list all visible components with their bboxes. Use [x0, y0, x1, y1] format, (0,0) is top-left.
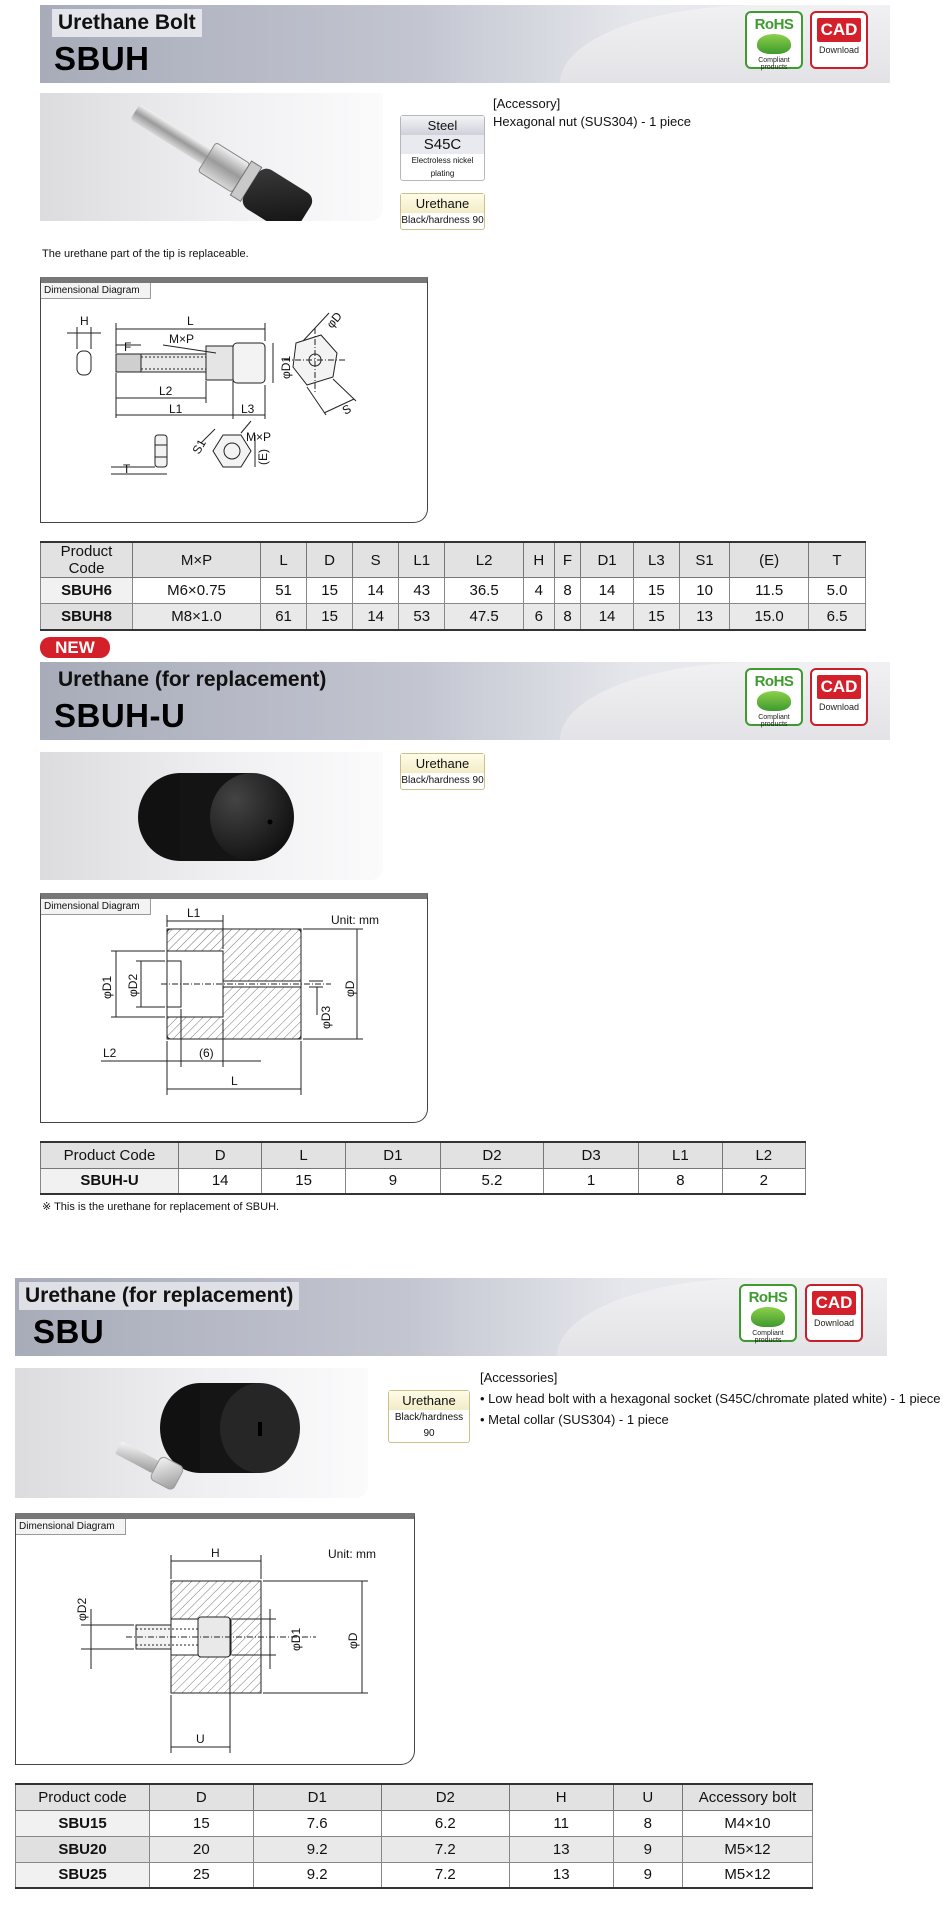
leaf-icon	[757, 34, 791, 54]
table-header-row	[41, 542, 866, 578]
col-l: L	[261, 542, 307, 578]
dim-h-label: H	[211, 1546, 220, 1560]
cell: 7.6	[253, 1810, 381, 1836]
cad-caption: Download	[818, 45, 860, 55]
cell: SBU25	[16, 1862, 150, 1888]
table-row	[41, 1168, 806, 1194]
sbuh-header-band	[40, 5, 890, 83]
accessory-heading: [Accessory]	[493, 96, 561, 111]
sbu-header-band	[15, 1278, 887, 1356]
cell: 5.0	[808, 578, 865, 604]
urethane-material-tag	[400, 193, 485, 230]
sbuh-dimensional-diagram	[40, 277, 428, 523]
cell: M8×1.0	[133, 604, 261, 630]
new-badge: NEW	[40, 637, 110, 658]
urethane-detail: Black/hardness 90	[401, 775, 484, 786]
dim-d2-label: φD2	[75, 1597, 89, 1621]
dim-d-label: φD	[343, 980, 357, 997]
rohs-label: RoHS	[748, 1289, 788, 1306]
cell: 13	[509, 1862, 613, 1888]
table-row	[16, 1810, 813, 1836]
col-d: D	[179, 1142, 262, 1168]
accessory-heading: [Accessories]	[480, 1370, 558, 1385]
cell: 25	[150, 1862, 254, 1888]
rohs-caption: Compliant products	[752, 1330, 784, 1344]
dim-mxp-nut-label: M×P	[246, 430, 272, 444]
cell: 15	[150, 1810, 254, 1836]
rohs-caption: Compliant products	[758, 714, 790, 728]
dim-d1-label: φD1	[289, 1627, 303, 1651]
cell: 11.5	[730, 578, 809, 604]
sbu-dimensional-diagram	[15, 1513, 415, 1765]
cell: 7.2	[381, 1862, 509, 1888]
cad-download-button[interactable]	[805, 1284, 863, 1342]
rohs-label: RoHS	[754, 16, 794, 33]
dim-t-label: T	[123, 462, 131, 476]
urethane-material-tag	[388, 1390, 470, 1443]
sbuhu-header-band	[40, 662, 890, 740]
col-e: (E)	[730, 542, 809, 578]
dim-h-label: H	[80, 314, 89, 328]
sbuhu-dimensional-diagram	[40, 893, 428, 1123]
dim-l1-label: L1	[187, 906, 201, 920]
sbuhu-diagram-label: Dimensional Diagram	[41, 899, 151, 915]
cell: 9.2	[253, 1862, 381, 1888]
cell: 14	[179, 1168, 262, 1194]
cell: 20	[150, 1836, 254, 1862]
unit-label: Unit: mm	[328, 1547, 376, 1561]
table-row	[16, 1836, 813, 1862]
cell: 51	[261, 578, 307, 604]
sbu-subtitle: Urethane (for replacement)	[19, 1282, 299, 1310]
sbu-diagram-label: Dimensional Diagram	[16, 1519, 126, 1535]
cell: 6.2	[381, 1810, 509, 1836]
urethane-detail: Black/hardness 90	[401, 215, 484, 226]
dim-l-label: L	[231, 1074, 238, 1088]
sbuh-diagram-label: Dimensional Diagram	[41, 283, 151, 299]
cell: 8	[613, 1810, 682, 1836]
col-t: T	[808, 542, 865, 578]
col-d1: D1	[345, 1142, 440, 1168]
rohs-badge	[745, 11, 803, 69]
cell: SBUH8	[41, 604, 133, 630]
cell: 15	[262, 1168, 345, 1194]
cell: SBU20	[16, 1836, 150, 1862]
cell: 15.0	[730, 604, 809, 630]
table-row	[16, 1862, 813, 1888]
table-header-row	[16, 1784, 813, 1810]
urethane-label: Urethane	[401, 194, 484, 213]
sbuh-spec-table	[40, 541, 866, 631]
cell: 36.5	[445, 578, 524, 604]
accessory-item: • Low head bolt with a hexagonal socket (S45C/chromate plated white) - 1 piece	[480, 1391, 941, 1406]
cad-label: CAD	[817, 18, 861, 42]
cell: M5×12	[683, 1862, 813, 1888]
dim-mxp-label: M×P	[169, 332, 195, 346]
sbuhu-spec-table	[40, 1141, 806, 1195]
cad-caption: Download	[818, 702, 860, 712]
dim-s1-label: S1	[189, 436, 209, 457]
col-l2: L2	[445, 542, 524, 578]
dim-l1-label: L1	[169, 402, 183, 416]
cell: 8	[554, 604, 580, 630]
urethane-cap-image	[40, 752, 383, 880]
cell: 53	[399, 604, 445, 630]
dim-f-label: F	[124, 340, 132, 354]
dim-l2-label: L2	[159, 384, 173, 398]
cell: 10	[679, 578, 729, 604]
col-d2: D2	[381, 1784, 509, 1810]
sbu-diagram-texts	[16, 1519, 414, 1765]
steel-finish: Electroless nickel plating	[411, 156, 474, 178]
urethane-label: Urethane	[401, 754, 484, 773]
cad-label: CAD	[817, 675, 861, 699]
table-header-row	[41, 1142, 806, 1168]
cell: 14	[581, 578, 634, 604]
cell: 6.5	[808, 604, 865, 630]
cell: 15	[633, 604, 679, 630]
cell: 15	[633, 578, 679, 604]
urethane-label: Urethane	[389, 1391, 469, 1410]
cell: SBUH-U	[41, 1168, 179, 1194]
rohs-label: RoHS	[754, 673, 794, 690]
dim-d-label: φD	[346, 1632, 360, 1649]
cell: 14	[353, 604, 399, 630]
cell: 47.5	[445, 604, 524, 630]
dim-u-label: U	[196, 1732, 205, 1746]
cell: 1	[544, 1168, 639, 1194]
cad-label: CAD	[812, 1291, 856, 1315]
cell: 43	[399, 578, 445, 604]
sbuh-subtitle: Urethane Bolt	[52, 9, 202, 37]
rohs-caption: Compliant products	[758, 57, 790, 71]
sbuhu-diagram-texts	[41, 899, 427, 1123]
col-h: H	[509, 1784, 613, 1810]
sbuh-title: SBUH	[54, 40, 150, 77]
col-l3: L3	[633, 542, 679, 578]
col-s: S	[353, 542, 399, 578]
col-d: D	[150, 1784, 254, 1810]
cell: 15	[307, 604, 353, 630]
dim-six-label: (6)	[199, 1046, 214, 1060]
cell: 9	[345, 1168, 440, 1194]
col-product-code: Product code	[16, 1784, 150, 1810]
cell: 13	[509, 1836, 613, 1862]
col-h: H	[523, 542, 554, 578]
cad-caption: Download	[813, 1318, 855, 1328]
rohs-badge	[745, 668, 803, 726]
col-d: D	[307, 542, 353, 578]
sbuh-diagram-texts	[41, 283, 427, 523]
col-l2: L2	[722, 1142, 805, 1168]
col-s1: S1	[679, 542, 729, 578]
cell: 8	[639, 1168, 722, 1194]
col-l: L	[262, 1142, 345, 1168]
dim-d2-label: φD2	[126, 973, 140, 997]
sbuh-product-photo	[40, 93, 383, 221]
cell: 11	[509, 1810, 613, 1836]
sbu-product-photo	[15, 1368, 368, 1498]
cell: 9	[613, 1836, 682, 1862]
cad-download-button[interactable]	[810, 11, 868, 69]
cell: 2	[722, 1168, 805, 1194]
col-u: U	[613, 1784, 682, 1810]
cell: 9	[613, 1862, 682, 1888]
cell: 15	[307, 578, 353, 604]
dim-l-label: L	[187, 314, 194, 328]
cell: 9.2	[253, 1836, 381, 1862]
dim-l3-label: L3	[241, 402, 255, 416]
sbuhu-note: ※ This is the urethane for replacement of SBUH.	[42, 1201, 280, 1213]
dim-l2-label: L2	[103, 1046, 117, 1060]
unit-label: Unit: mm	[331, 913, 379, 927]
table-row	[41, 578, 866, 604]
col-product-code: Product Code	[41, 542, 133, 578]
col-l1: L1	[639, 1142, 722, 1168]
dim-d1-label: φD1	[279, 355, 293, 379]
cell: 13	[679, 604, 729, 630]
dim-s-label: S	[339, 401, 354, 418]
col-accessory-bolt: Accessory bolt	[683, 1784, 813, 1810]
accessory-item: • Metal collar (SUS304) - 1 piece	[480, 1412, 669, 1427]
dim-d1-label: φD1	[100, 975, 114, 999]
dim-d-label: φD	[323, 309, 345, 331]
col-l1: L1	[399, 542, 445, 578]
col-d2: D2	[440, 1142, 543, 1168]
col-f: F	[554, 542, 580, 578]
cell: 4	[523, 578, 554, 604]
sbuh-note: The urethane part of the tip is replaceable.	[42, 248, 249, 260]
steel-label: Steel	[401, 116, 484, 135]
col-d1: D1	[253, 1784, 381, 1810]
leaf-icon	[751, 1307, 785, 1327]
dim-e-label: (E)	[256, 449, 270, 465]
steel-material-tag	[400, 115, 485, 181]
col-d1: D1	[581, 542, 634, 578]
cell: 14	[353, 578, 399, 604]
rohs-badge	[739, 1284, 797, 1342]
cell: M4×10	[683, 1810, 813, 1836]
table-row	[41, 604, 866, 630]
cell: M5×12	[683, 1836, 813, 1862]
cell: 61	[261, 604, 307, 630]
col-mxp: M×P	[133, 542, 261, 578]
sbu-title: SBU	[33, 1313, 105, 1350]
cell: 6	[523, 604, 554, 630]
sbuh-section	[0, 0, 950, 640]
col-product-code: Product Code	[41, 1142, 179, 1168]
sbuhu-title: SBUH-U	[54, 697, 186, 734]
sbu-spec-table	[15, 1783, 813, 1889]
cell: M6×0.75	[133, 578, 261, 604]
cell: SBUH6	[41, 578, 133, 604]
urethane-material-tag	[400, 753, 485, 790]
cell: 8	[554, 578, 580, 604]
sbuhu-subtitle: Urethane (for replacement)	[58, 668, 327, 691]
urethane-detail: Black/hardness 90	[394, 1412, 464, 1439]
steel-material: S45C	[401, 135, 484, 154]
col-d3: D3	[544, 1142, 639, 1168]
dim-d3-label: φD3	[319, 1005, 333, 1029]
cell: 7.2	[381, 1836, 509, 1862]
cell: 5.2	[440, 1168, 543, 1194]
sbuhu-product-photo	[40, 752, 383, 880]
leaf-icon	[757, 691, 791, 711]
cell: 14	[581, 604, 634, 630]
accessory-text: Hexagonal nut (SUS304) - 1 piece	[493, 114, 692, 129]
cad-download-button[interactable]	[810, 668, 868, 726]
urethane-with-bolt-image	[15, 1368, 368, 1498]
urethane-bolt-image	[40, 93, 383, 221]
cell: SBU15	[16, 1810, 150, 1836]
